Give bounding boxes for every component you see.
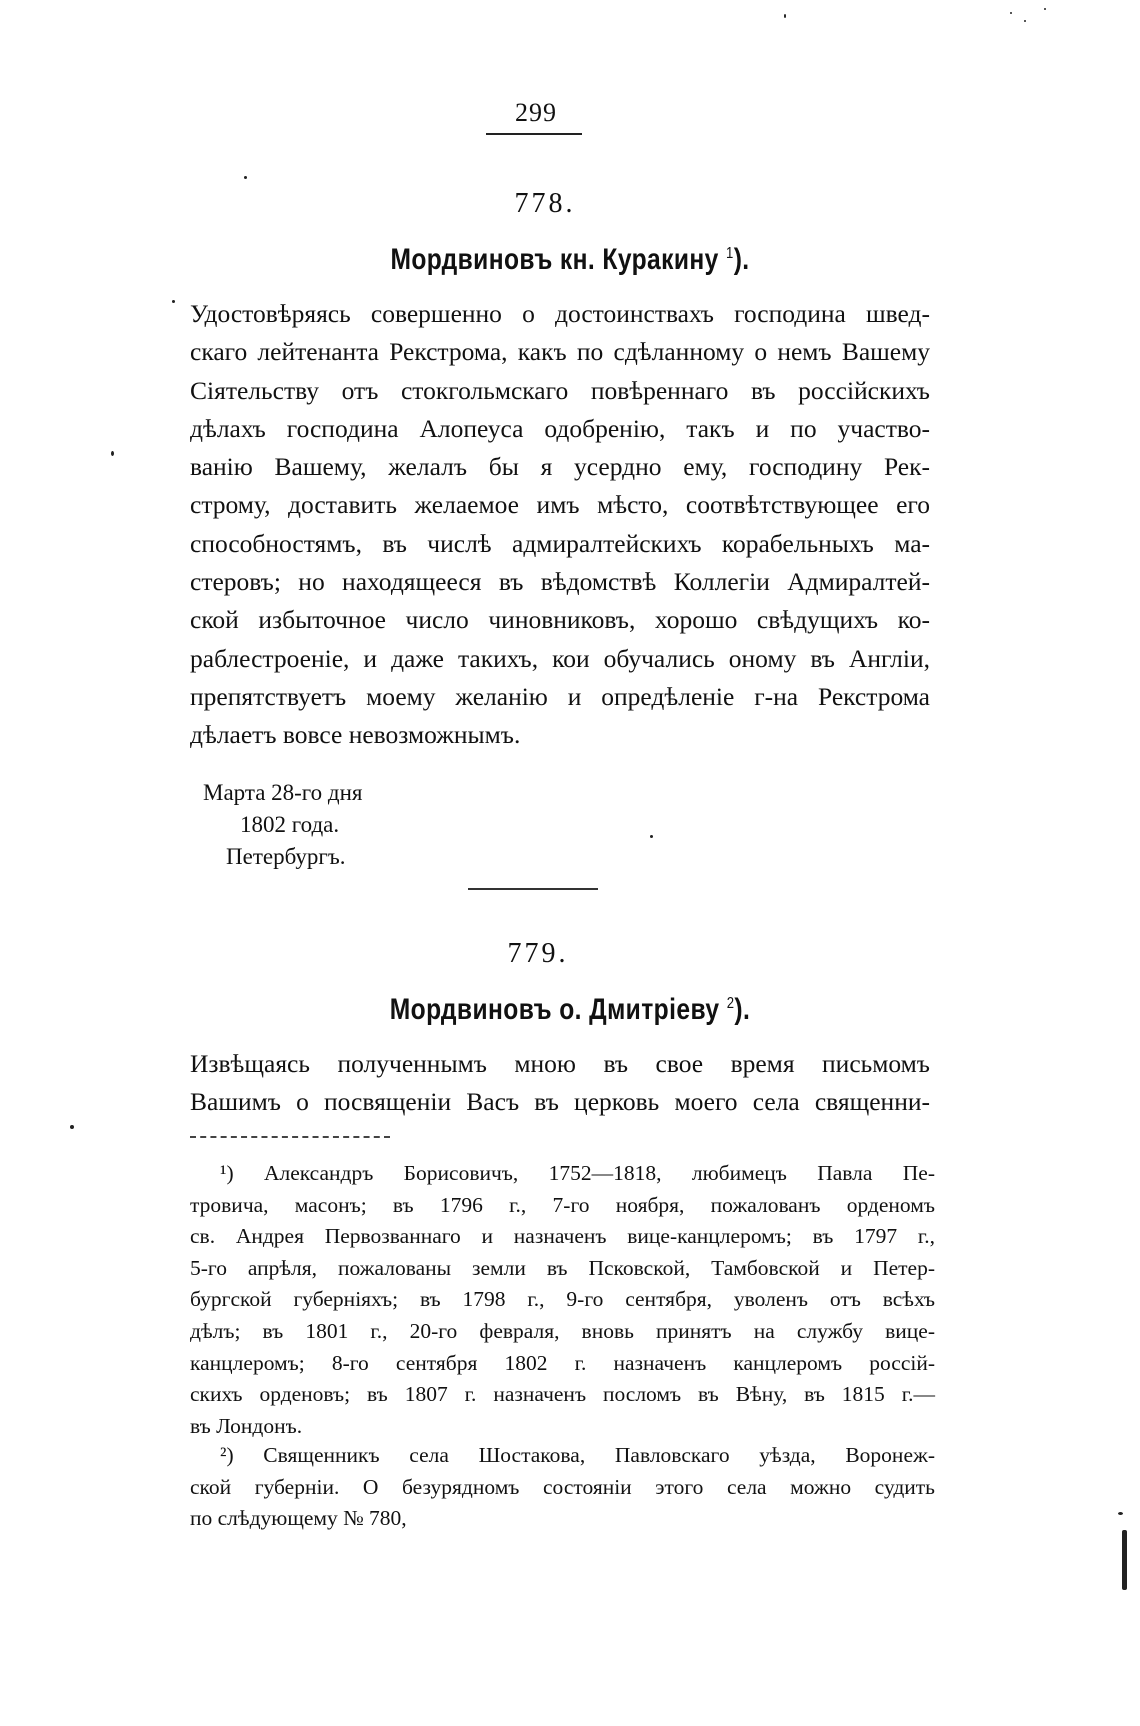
page-number-rule <box>486 133 582 135</box>
scan-speck <box>172 300 175 303</box>
footnote-line: ской губерніи. О безурядномъ состояніи этого села можно судить <box>190 1474 935 1499</box>
footnote-line: бургской губерніяхъ; въ 1798 г., 9-го сентября, уволенъ отъ всѣхъ <box>190 1287 935 1312</box>
text-line: Вашимъ о посвященіи Васъ въ церковь моего села священни- <box>190 1087 930 1117</box>
text-line: ванію Вашему, желалъ бы я усердно ему, господину Рек- <box>190 452 930 482</box>
scan-speck <box>70 1125 74 1129</box>
footnote-1 <box>190 1158 935 1442</box>
text-line: дѣлаетъ вовсе невозможнымъ. <box>190 720 521 750</box>
footnote-line: ²) Священникъ села Шостакова, Павловскаго уѣзда, Воронеж- <box>220 1443 935 1467</box>
scan-speck <box>111 451 114 456</box>
scan-speck <box>650 835 653 838</box>
footnote-line: тровича, масонъ; въ 1796 г., 7-го ноября, пожалованъ орденомъ <box>190 1192 935 1217</box>
document-number-779: 779. <box>507 938 569 969</box>
text-line: строму, доставить желаемое имъ мѣсто, соотвѣтствующее его <box>190 490 930 520</box>
footnote-line: дѣлъ; въ 1801 г., 20-го февраля, вновь принятъ на службу вице- <box>190 1318 935 1343</box>
text-line: препятствуетъ моему желанію и опредѣленіе г-на Рекстрома <box>190 681 930 711</box>
text-line: дѣлахъ господина Алопеуса одобренію, такъ и по участво- <box>190 413 930 443</box>
footnote-line: 5-го апрѣля, пожалованы земли въ Псковской, Тамбовской и Петер- <box>190 1255 935 1280</box>
footnote-line: по слѣдующему № 780, <box>190 1506 407 1531</box>
scan-speck <box>1118 1512 1123 1515</box>
text-line: Удостовѣряясь совершенно о достоинствахъ господина швед- <box>190 299 930 328</box>
scan-speck <box>1024 20 1026 22</box>
document-title-778 <box>103 243 1038 277</box>
text-line: ской избыточное число чиновниковъ, хорошо свѣдущихъ ко- <box>190 605 930 635</box>
scan-speck <box>1044 8 1046 10</box>
letter-body-778 <box>190 295 930 755</box>
document-title-text: Мордвиновъ кн. Куракину <box>390 243 726 276</box>
footnote-line: ¹) Александръ Борисовичъ, 1752—1818, любимецъ Павла Пе- <box>220 1161 935 1185</box>
scan-speck <box>784 14 786 18</box>
document-title-text: Мордвиновъ о. Дмитріеву <box>389 993 727 1026</box>
footnote-line: св. Андрея Первозваннаго и назначенъ вице-канцлеромъ; въ 1797 г., <box>190 1224 935 1249</box>
text-line: Извѣщаясь полученнымъ мною въ свое время письмомъ <box>190 1049 930 1078</box>
dateline-year: 1802 года. <box>240 812 340 837</box>
letter-body-779 <box>190 1045 930 1122</box>
text-line: скаго лейтенанта Рекстрома, какъ по сдѣланному о немъ Вашему <box>190 337 930 367</box>
text-line: стеровъ; но находящееся въ вѣдомствѣ Коллегіи Адмиралтей- <box>190 567 930 597</box>
dateline-place: Петербургъ. <box>226 844 346 869</box>
page-number: 299 <box>515 98 557 127</box>
section-separator <box>468 888 598 890</box>
dateline-date: Марта 28-го дня <box>203 780 363 805</box>
document-title-779 <box>103 993 1038 1027</box>
footnote-2 <box>190 1440 935 1535</box>
document-number-778: 778. <box>514 188 576 219</box>
footnote-line: въ Лондонъ. <box>190 1413 303 1438</box>
text-line: способностямъ, въ числѣ адмиралтейскихъ корабельныхъ ма- <box>190 528 930 558</box>
footnote-marker: 1 <box>725 245 734 262</box>
document-title-close: ). <box>734 993 751 1026</box>
footnote-marker: 2 <box>726 995 735 1012</box>
footnote-line: скихъ орденовъ; въ 1807 г. назначенъ посломъ въ Вѣну, въ 1815 г.— <box>190 1382 935 1407</box>
scan-edge-mark <box>1122 1530 1127 1590</box>
document-title-close: ). <box>733 243 750 276</box>
scan-speck <box>1010 12 1012 14</box>
text-line: раблестроеніе, и даже такихъ, кои обучались оному въ Англіи, <box>190 643 930 673</box>
scan-speck <box>244 176 247 179</box>
footnote-rule <box>190 1136 390 1139</box>
footnote-line: канцлеромъ; 8-го сентября 1802 г. назначенъ канцлеромъ россій- <box>190 1350 935 1375</box>
text-line: Сіятельству отъ стокгольмскаго повѣреннаго въ россійскихъ <box>190 375 930 405</box>
